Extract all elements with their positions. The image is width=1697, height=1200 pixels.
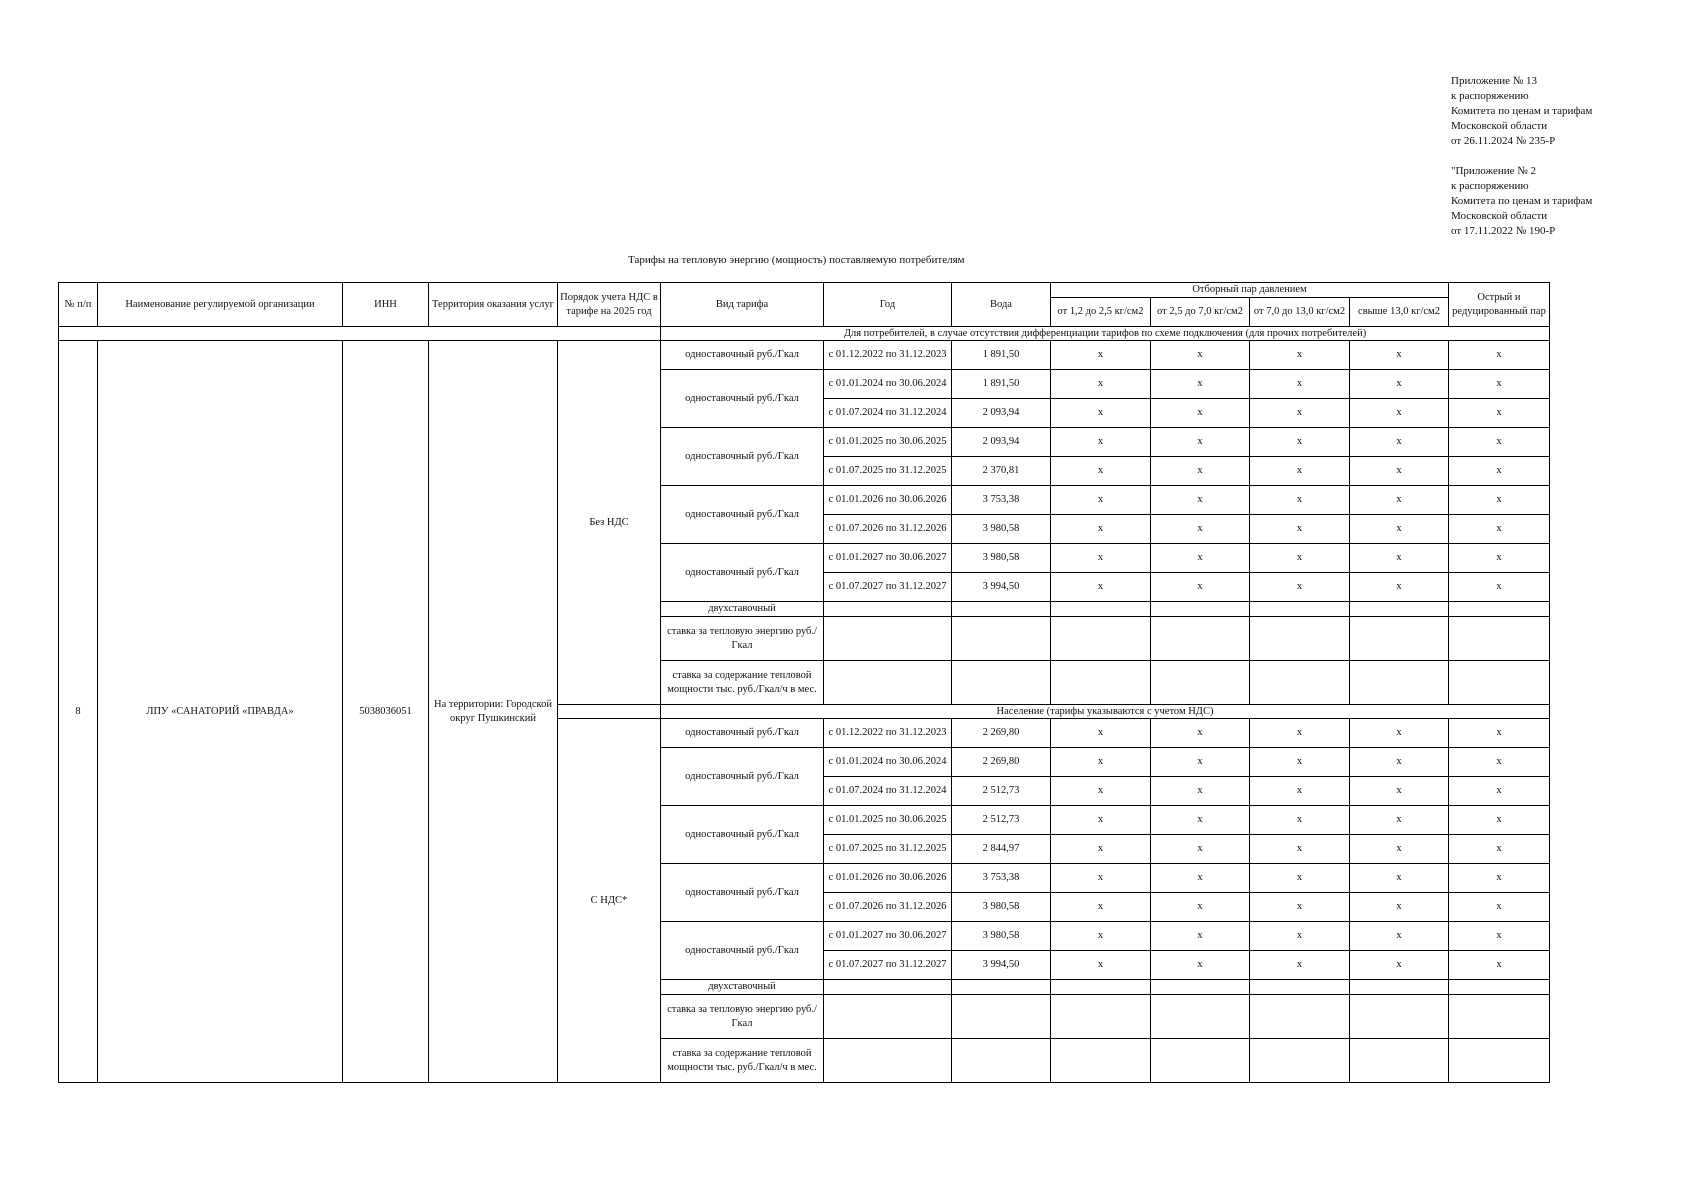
approval-block (1451, 74, 1592, 239)
tariff-type: одноставочный руб./Гкал (661, 544, 824, 602)
steam-value: х (1250, 864, 1350, 893)
tariff-type: одноставочный руб./Гкал (661, 370, 824, 428)
period: с 01.07.2025 по 31.12.2025 (824, 835, 952, 864)
period: с 01.12.2022 по 31.12.2023 (824, 719, 952, 748)
steam-value: х (1449, 544, 1550, 573)
water-value: 1 891,50 (952, 370, 1051, 399)
approval-line: от 17.11.2022 № 190-Р (1451, 225, 1556, 237)
steam-value: х (1350, 428, 1449, 457)
steam-value: х (1051, 457, 1151, 486)
approval-line: Московской области (1451, 210, 1548, 222)
org-name: ЛПУ «САНАТОРИЙ «ПРАВДА» (98, 341, 343, 1083)
col-header-water: Вода (952, 283, 1051, 327)
empty-cell (824, 661, 952, 705)
col-header-num: № п/п (59, 283, 98, 327)
steam-value: х (1051, 573, 1151, 602)
water-value: 2 269,80 (952, 719, 1051, 748)
empty-cell (1449, 617, 1550, 661)
steam-value: х (1449, 951, 1550, 980)
empty-cell (1051, 1039, 1151, 1083)
col-header-steam-4: свыше 13,0 кг/см2 (1350, 298, 1449, 327)
steam-value: х (1250, 777, 1350, 806)
empty-cell (1151, 602, 1250, 617)
empty-cell (1449, 995, 1550, 1039)
steam-value: х (1449, 573, 1550, 602)
tariff-type: одноставочный руб./Гкал (661, 341, 824, 370)
steam-value: х (1449, 515, 1550, 544)
steam-value: х (1151, 457, 1250, 486)
steam-value: х (1051, 922, 1151, 951)
steam-value: х (1151, 544, 1250, 573)
water-value: 2 093,94 (952, 428, 1051, 457)
caption-spacer (558, 705, 661, 719)
caption-spacer (59, 327, 661, 341)
steam-value: х (1250, 573, 1350, 602)
tariff-type: одноставочный руб./Гкал (661, 864, 824, 922)
approval-line: "Приложение № 2 (1451, 165, 1537, 177)
steam-value: х (1449, 457, 1550, 486)
steam-value: х (1051, 748, 1151, 777)
steam-value: х (1051, 370, 1151, 399)
steam-value: х (1250, 835, 1350, 864)
steam-value: х (1350, 893, 1449, 922)
steam-value: х (1350, 777, 1449, 806)
steam-value: х (1051, 341, 1151, 370)
steam-value: х (1449, 486, 1550, 515)
period: с 01.07.2027 по 31.12.2027 (824, 573, 952, 602)
tariff-type: ставка за содержание тепловой мощности тыс. руб./Гкал/ч в мес. (661, 661, 824, 705)
period: с 01.07.2027 по 31.12.2027 (824, 951, 952, 980)
tariff-type: одноставочный руб./Гкал (661, 486, 824, 544)
empty-cell (1250, 995, 1350, 1039)
water-value: 3 753,38 (952, 486, 1051, 515)
water-value: 2 269,80 (952, 748, 1051, 777)
col-header-vat-order: Порядок учета НДС в тарифе на 2025 год (558, 283, 661, 327)
water-value: 3 980,58 (952, 922, 1051, 951)
approval-line: Комитета по ценам и тарифам (1451, 195, 1593, 207)
steam-value: х (1151, 835, 1250, 864)
steam-value: х (1350, 399, 1449, 428)
empty-cell (1151, 980, 1250, 995)
water-value: 2 844,97 (952, 835, 1051, 864)
org-num: 8 (59, 341, 98, 1083)
col-header-steam-1: от 1,2 до 2,5 кг/см2 (1051, 298, 1151, 327)
steam-value: х (1350, 370, 1449, 399)
tariff-type: ставка за тепловую энергию руб./Гкал (661, 995, 824, 1039)
steam-value: х (1449, 893, 1550, 922)
steam-value: х (1151, 515, 1250, 544)
steam-value: х (1250, 370, 1350, 399)
steam-value: х (1449, 399, 1550, 428)
period: с 01.01.2024 по 30.06.2024 (824, 370, 952, 399)
steam-value: х (1350, 864, 1449, 893)
period: с 01.07.2024 по 31.12.2024 (824, 777, 952, 806)
empty-cell (1250, 1039, 1350, 1083)
empty-cell (952, 617, 1051, 661)
steam-value: х (1151, 864, 1250, 893)
water-value: 1 891,50 (952, 341, 1051, 370)
water-value: 3 994,50 (952, 573, 1051, 602)
steam-value: х (1449, 748, 1550, 777)
empty-cell (1350, 602, 1449, 617)
steam-value: х (1350, 835, 1449, 864)
steam-value: х (1350, 748, 1449, 777)
period: с 01.07.2026 по 31.12.2026 (824, 893, 952, 922)
steam-value: х (1151, 777, 1250, 806)
vat-order: С НДС* (558, 719, 661, 1083)
col-header-tariff-type: Вид тарифа (661, 283, 824, 327)
period: с 01.01.2025 по 30.06.2025 (824, 428, 952, 457)
steam-value: х (1051, 428, 1151, 457)
empty-cell (1250, 617, 1350, 661)
empty-cell (1051, 617, 1151, 661)
water-value: 2 512,73 (952, 806, 1051, 835)
period: с 01.12.2022 по 31.12.2023 (824, 341, 952, 370)
period: с 01.07.2025 по 31.12.2025 (824, 457, 952, 486)
steam-value: х (1350, 486, 1449, 515)
steam-value: х (1051, 399, 1151, 428)
tariff-type: одноставочный руб./Гкал (661, 922, 824, 980)
steam-value: х (1449, 806, 1550, 835)
empty-cell (1350, 995, 1449, 1039)
steam-value: х (1151, 573, 1250, 602)
steam-value: х (1151, 893, 1250, 922)
col-header-year: Год (824, 283, 952, 327)
empty-cell (952, 602, 1051, 617)
empty-cell (1051, 995, 1151, 1039)
empty-cell (824, 980, 952, 995)
empty-cell (1151, 617, 1250, 661)
steam-value: х (1350, 341, 1449, 370)
steam-value: х (1151, 922, 1250, 951)
steam-value: х (1051, 515, 1151, 544)
empty-cell (1151, 995, 1250, 1039)
col-header-territory: Территория оказания услуг (429, 283, 558, 327)
period: с 01.07.2024 по 31.12.2024 (824, 399, 952, 428)
steam-value: х (1051, 486, 1151, 515)
empty-cell (1051, 602, 1151, 617)
steam-value: х (1250, 428, 1350, 457)
period: с 01.01.2027 по 30.06.2027 (824, 544, 952, 573)
tariff-type: одноставочный руб./Гкал (661, 806, 824, 864)
water-value: 3 994,50 (952, 951, 1051, 980)
steam-value: х (1350, 515, 1449, 544)
steam-value: х (1449, 341, 1550, 370)
table-row (59, 341, 1550, 370)
org-territory: На территории: Городской округ Пушкинский (429, 341, 558, 1083)
water-value: 2 370,81 (952, 457, 1051, 486)
steam-value: х (1151, 428, 1250, 457)
section-caption: Для потребителей, в случае отсутствия дифференциации тарифов по схеме подключения (для прочих потребителей) (661, 327, 1550, 341)
empty-cell (1250, 661, 1350, 705)
org-inn: 5038036051 (343, 341, 429, 1083)
steam-value: х (1250, 341, 1350, 370)
empty-cell (952, 1039, 1051, 1083)
steam-value: х (1449, 428, 1550, 457)
steam-value: х (1051, 893, 1151, 922)
empty-cell (952, 980, 1051, 995)
steam-value: х (1151, 719, 1250, 748)
steam-value: х (1350, 922, 1449, 951)
empty-cell (1151, 661, 1250, 705)
steam-value: х (1151, 341, 1250, 370)
period: с 01.07.2026 по 31.12.2026 (824, 515, 952, 544)
period: с 01.01.2026 по 30.06.2026 (824, 864, 952, 893)
empty-cell (824, 602, 952, 617)
tariff-type: ставка за содержание тепловой мощности тыс. руб./Гкал/ч в мес. (661, 1039, 824, 1083)
steam-value: х (1250, 399, 1350, 428)
period: с 01.01.2025 по 30.06.2025 (824, 806, 952, 835)
steam-value: х (1250, 922, 1350, 951)
empty-cell (824, 995, 952, 1039)
approval-line: Приложение № 13 (1451, 75, 1538, 87)
steam-value: х (1151, 951, 1250, 980)
tariff-type: одноставочный руб./Гкал (661, 428, 824, 486)
steam-value: х (1350, 806, 1449, 835)
steam-value: х (1051, 719, 1151, 748)
empty-cell (1250, 602, 1350, 617)
steam-value: х (1051, 835, 1151, 864)
steam-value: х (1449, 835, 1550, 864)
approval-line: Московской области (1451, 120, 1548, 132)
tariff-type: двухставочный (661, 602, 824, 617)
steam-value: х (1250, 893, 1350, 922)
empty-cell (1051, 980, 1151, 995)
steam-value: х (1250, 457, 1350, 486)
empty-cell (824, 1039, 952, 1083)
empty-cell (824, 617, 952, 661)
empty-cell (1449, 980, 1550, 995)
tariff-type: одноставочный руб./Гкал (661, 719, 824, 748)
col-header-inn: ИНН (343, 283, 429, 327)
steam-value: х (1350, 573, 1449, 602)
steam-value: х (1250, 951, 1350, 980)
steam-value: х (1151, 486, 1250, 515)
steam-value: х (1250, 719, 1350, 748)
steam-value: х (1449, 777, 1550, 806)
steam-value: х (1350, 719, 1449, 748)
tariff-type: ставка за тепловую энергию руб./Гкал (661, 617, 824, 661)
period: с 01.01.2024 по 30.06.2024 (824, 748, 952, 777)
steam-value: х (1151, 748, 1250, 777)
empty-cell (1051, 661, 1151, 705)
steam-value: х (1051, 777, 1151, 806)
approval-line: к распоряжению (1451, 180, 1529, 192)
steam-value: х (1250, 544, 1350, 573)
steam-value: х (1350, 457, 1449, 486)
empty-cell (1350, 617, 1449, 661)
steam-value: х (1051, 864, 1151, 893)
steam-value: х (1151, 806, 1250, 835)
steam-value: х (1350, 544, 1449, 573)
col-header-sharp-steam: Острый и редуцированный пар (1449, 283, 1550, 327)
steam-value: х (1449, 864, 1550, 893)
water-value: 3 980,58 (952, 893, 1051, 922)
steam-value: х (1250, 486, 1350, 515)
steam-value: х (1449, 922, 1550, 951)
tariff-type: одноставочный руб./Гкал (661, 748, 824, 806)
col-header-steam-2: от 2,5 до 7,0 кг/см2 (1151, 298, 1250, 327)
steam-value: х (1449, 370, 1550, 399)
empty-cell (1449, 602, 1550, 617)
water-value: 2 093,94 (952, 399, 1051, 428)
approval-line: к распоряжению (1451, 90, 1529, 102)
empty-cell (952, 995, 1051, 1039)
col-header-org-name: Наименование регулируемой организации (98, 283, 343, 327)
col-header-steam-3: от 7,0 до 13,0 кг/см2 (1250, 298, 1350, 327)
empty-cell (1350, 1039, 1449, 1083)
steam-value: х (1250, 515, 1350, 544)
period: с 01.01.2027 по 30.06.2027 (824, 922, 952, 951)
tariff-type: двухставочный (661, 980, 824, 995)
empty-cell (1151, 1039, 1250, 1083)
period: с 01.01.2026 по 30.06.2026 (824, 486, 952, 515)
vat-order: Без НДС (558, 341, 661, 705)
water-value: 3 980,58 (952, 515, 1051, 544)
document-title: Тарифы на тепловую энергию (мощность) поставляемую потребителям (628, 254, 965, 266)
steam-value: х (1350, 951, 1449, 980)
col-header-steam-group: Отборный пар давлением (1051, 283, 1449, 298)
steam-value: х (1250, 806, 1350, 835)
water-value: 3 753,38 (952, 864, 1051, 893)
water-value: 3 980,58 (952, 544, 1051, 573)
section-caption-row (59, 327, 1550, 341)
section-caption: Население (тарифы указываются с учетом НДС) (661, 705, 1550, 719)
empty-cell (1449, 1039, 1550, 1083)
empty-cell (952, 661, 1051, 705)
steam-value: х (1449, 719, 1550, 748)
steam-value: х (1051, 806, 1151, 835)
steam-value: х (1051, 544, 1151, 573)
steam-value: х (1051, 951, 1151, 980)
steam-value: х (1250, 748, 1350, 777)
empty-cell (1350, 980, 1449, 995)
empty-cell (1350, 661, 1449, 705)
approval-line: Комитета по ценам и тарифам (1451, 105, 1593, 117)
approval-line: от 26.11.2024 № 235-Р (1451, 135, 1556, 147)
water-value: 2 512,73 (952, 777, 1051, 806)
empty-cell (1250, 980, 1350, 995)
steam-value: х (1151, 370, 1250, 399)
empty-cell (1449, 661, 1550, 705)
steam-value: х (1151, 399, 1250, 428)
tariff-table (58, 282, 1550, 1083)
